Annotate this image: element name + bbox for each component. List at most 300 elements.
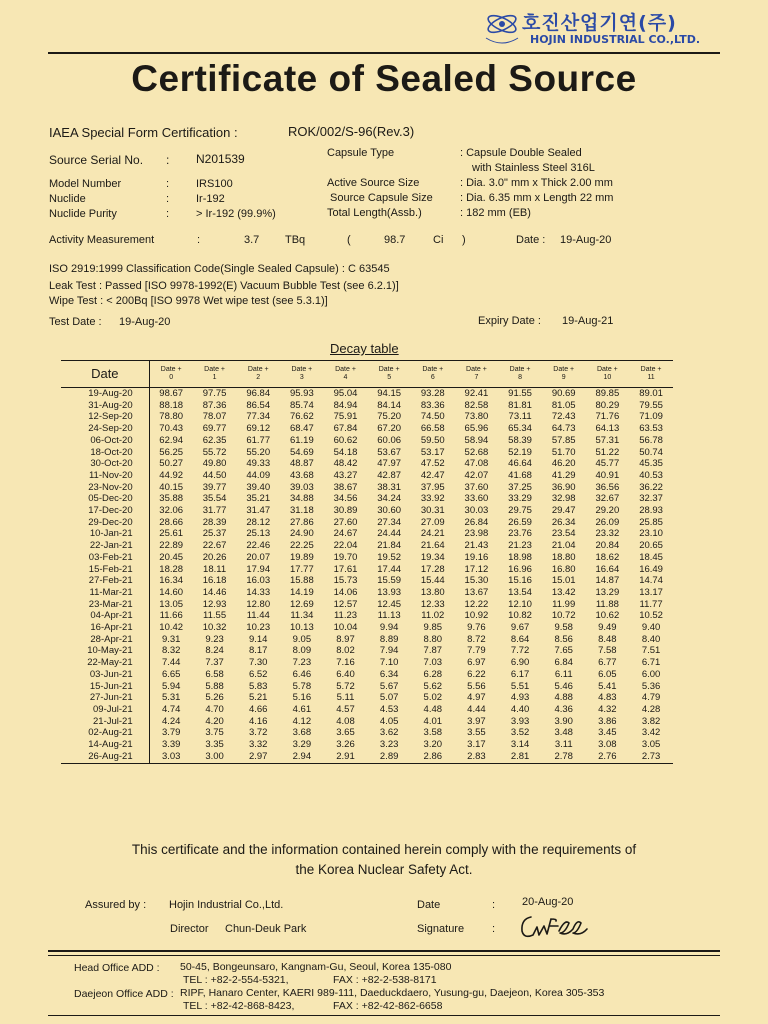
decay-value-cell: 11.88 — [595, 598, 619, 610]
decay-value-cell: 5.02 — [423, 692, 443, 704]
decay-value-cell: 6.11 — [554, 668, 573, 680]
decay-value-cell: 43.68 — [289, 469, 314, 481]
decay-offset-header — [586, 361, 630, 388]
decay-value-cell: 6.05 — [598, 668, 617, 680]
compliance-line-2: the Korea Nuclear Safety Act. — [295, 862, 473, 877]
decay-value-cell: 2.97 — [236, 751, 280, 763]
decay-value-cell: 5.07 — [379, 692, 399, 704]
iaea-value: ROK/002/S-96(Rev.3) — [288, 124, 415, 139]
table-row — [61, 400, 673, 412]
decay-value-cell: 82.58 — [464, 399, 489, 411]
decay-value-cell: 30.89 — [333, 505, 358, 517]
decay-value-cell: 36.22 — [639, 481, 663, 493]
test-date-value: 19-Aug-20 — [119, 316, 171, 328]
decay-value-cell: 20.07 — [246, 551, 271, 563]
decay-value-cell: 10.62 — [595, 610, 620, 622]
decay-value-cell: 69.12 — [246, 423, 271, 435]
decay-value-cell: 68.47 — [289, 423, 314, 435]
decay-row-date: 31-Aug-20 — [61, 400, 149, 412]
decay-value-cell: 33.92 — [420, 493, 445, 505]
decay-value-cell: 8.32 — [161, 645, 181, 657]
decay-value-cell: 6.77 — [598, 657, 617, 669]
decay-value-cell: 4.28 — [641, 703, 661, 715]
decay-value-cell: 3.65 — [336, 727, 355, 739]
decay-value-cell: 11.77 — [639, 598, 663, 610]
daejeon-office-fax: FAX : +82-42-862-6658 — [333, 1000, 443, 1012]
decay-value-cell: 3.35 — [205, 739, 224, 751]
decay-offset-header — [280, 361, 324, 388]
decay-value-cell: 5.67 — [379, 680, 399, 692]
decay-value-cell: 79.55 — [639, 399, 663, 411]
decay-value-cell: 3.05 — [641, 739, 661, 751]
decay-row-date: 02-Aug-21 — [61, 727, 149, 739]
decay-value-cell: 18.80 — [551, 551, 576, 563]
decay-value-cell: 52.68 — [464, 446, 489, 458]
decay-value-cell: 8.72 — [467, 633, 486, 645]
company-english-name: HOJIN INDUSTRIAL CO.,LTD. — [530, 33, 701, 46]
decay-value-cell: 5.78 — [292, 680, 312, 692]
table-row — [61, 505, 673, 517]
decay-value-cell: 3.45 — [598, 727, 617, 739]
decay-value-cell: 3.79 — [161, 727, 181, 739]
decay-value-cell: 63.53 — [639, 423, 663, 435]
assured-value: Hojin Industrial Co.,Ltd. — [169, 899, 284, 911]
decay-value-cell: 17.61 — [333, 563, 358, 575]
decay-value-cell: 20.84 — [595, 540, 620, 552]
decay-value-cell: 23.54 — [551, 528, 576, 540]
decay-value-cell: 56.25 — [159, 446, 184, 458]
decay-value-cell: 6.00 — [641, 668, 661, 680]
decay-value-cell: 16.34 — [159, 575, 184, 587]
decay-value-cell: 43.27 — [333, 469, 358, 481]
decay-value-cell: 21.23 — [508, 540, 532, 552]
decay-value-cell: 14.33 — [246, 586, 271, 598]
decay-table-body — [61, 388, 673, 764]
table-row — [61, 727, 673, 739]
decay-value-cell: 12.57 — [333, 598, 358, 610]
decay-value-cell: 70.43 — [159, 423, 184, 435]
decay-value-cell: 28.93 — [639, 505, 663, 517]
decay-value-cell: 17.77 — [289, 563, 314, 575]
decay-value-cell: 2.94 — [280, 751, 324, 763]
decay-value-cell: 18.62 — [595, 551, 620, 563]
decay-value-cell: 7.51 — [641, 645, 661, 657]
decay-value-cell: 95.04 — [333, 388, 358, 399]
table-row — [61, 493, 673, 505]
atom-logo-icon — [482, 8, 522, 48]
activity-date-label: Date : — [516, 234, 546, 246]
decay-offset-prefix: Date + — [422, 365, 444, 373]
decay-value-cell: 27.09 — [420, 516, 445, 528]
decay-value-cell: 5.56 — [467, 680, 486, 692]
decay-value-cell: 15.01 — [551, 575, 576, 587]
decay-value-cell: 47.08 — [464, 458, 489, 470]
decay-value-cell: 95.93 — [289, 388, 314, 399]
decay-value-cell: 23.98 — [464, 528, 489, 540]
decay-row-date: 10-Jan-21 — [61, 528, 149, 540]
decay-value-cell: 18.98 — [508, 551, 532, 563]
total-length-label: Total Length(Assb.) — [327, 207, 422, 219]
decay-value-cell: 6.34 — [379, 668, 399, 680]
decay-value-cell: 27.60 — [333, 516, 358, 528]
decay-offset-header — [498, 361, 542, 388]
decay-value-cell: 22.46 — [246, 540, 271, 552]
decay-row-date: 21-Jul-21 — [61, 716, 149, 728]
decay-value-cell: 47.97 — [377, 458, 402, 470]
decay-value-cell: 6.71 — [641, 657, 661, 669]
serial-label: Source Serial No. — [49, 153, 144, 167]
decay-value-cell: 74.50 — [420, 411, 445, 423]
decay-value-cell: 39.77 — [202, 481, 227, 493]
decay-value-cell: 3.00 — [193, 751, 237, 763]
decay-value-cell: 87.36 — [202, 399, 227, 411]
decay-value-cell: 4.20 — [205, 715, 224, 727]
leak-test: Leak Test : Passed [ISO 9978-1992(E) Vacuum Bubble Test (see 6.2.1)] — [49, 280, 399, 292]
decay-value-cell: 6.22 — [467, 668, 486, 680]
decay-value-cell: 5.26 — [205, 692, 224, 704]
decay-value-cell: 58.39 — [508, 434, 532, 446]
decay-value-cell: 4.70 — [205, 703, 224, 715]
decay-value-cell: 5.46 — [554, 680, 573, 692]
activity-colon: : — [197, 234, 201, 246]
decay-value-cell: 6.52 — [248, 668, 268, 680]
table-row — [61, 564, 673, 576]
decay-value-cell: 9.05 — [292, 633, 312, 645]
decay-value-cell: 55.72 — [202, 446, 227, 458]
decay-value-cell: 2.73 — [629, 751, 673, 763]
decay-value-cell: 38.31 — [377, 481, 402, 493]
decay-value-cell: 13.29 — [595, 586, 620, 598]
table-row — [61, 704, 673, 716]
decay-value-cell: 5.62 — [423, 680, 443, 692]
decay-value-cell: 25.13 — [246, 528, 271, 540]
decay-value-cell: 9.76 — [467, 622, 486, 634]
decay-value-cell: 71.09 — [639, 411, 663, 423]
decay-value-cell: 23.10 — [639, 528, 663, 540]
decay-value-cell: 54.18 — [333, 446, 358, 458]
decay-row-date: 23-Mar-21 — [61, 599, 149, 611]
decay-value-cell: 12.45 — [377, 598, 402, 610]
decay-value-cell: 8.97 — [336, 633, 355, 645]
decay-value-cell: 3.20 — [423, 739, 443, 751]
decay-value-cell: 15.30 — [464, 575, 489, 587]
decay-value-cell: 24.44 — [377, 528, 402, 540]
sign-date-label: Date — [417, 899, 441, 911]
active-size-value: : Dia. 3.0" mm x Thick 2.00 mm — [460, 177, 613, 189]
decay-value-cell: 3.86 — [598, 715, 617, 727]
decay-value-cell: 4.24 — [161, 715, 181, 727]
decay-value-cell: 4.40 — [510, 703, 530, 715]
decay-value-cell: 62.35 — [202, 434, 227, 446]
decay-value-cell: 42.07 — [464, 469, 489, 481]
decay-value-cell: 5.16 — [292, 692, 312, 704]
decay-value-cell: 49.80 — [202, 458, 227, 470]
model-value: IRS100 — [196, 178, 233, 190]
decay-value-cell: 13.42 — [551, 586, 576, 598]
decay-value-cell: 80.29 — [595, 399, 620, 411]
table-row — [61, 447, 673, 459]
decay-value-cell: 35.88 — [159, 493, 184, 505]
decay-value-cell: 21.84 — [377, 540, 402, 552]
decay-value-cell: 14.06 — [333, 586, 358, 598]
decay-value-cell: 5.41 — [598, 680, 617, 692]
wipe-test: Wipe Test : < 200Bq [ISO 9978 Wet wipe test (see 5.3.1)] — [49, 295, 328, 307]
decay-value-cell: 32.06 — [159, 505, 184, 517]
table-row — [61, 716, 673, 728]
decay-value-cell: 15.16 — [508, 575, 532, 587]
decay-value-cell: 69.77 — [202, 423, 227, 435]
decay-offset-number: 5 — [387, 374, 392, 381]
capsule-type-value-2: with Stainless Steel 316L — [472, 162, 595, 174]
decay-value-cell: 25.37 — [202, 528, 227, 540]
decay-value-cell: 34.88 — [289, 493, 314, 505]
decay-value-cell: 11.99 — [552, 598, 576, 610]
table-row — [61, 692, 673, 704]
decay-row-date: 28-Apr-21 — [61, 634, 149, 646]
decay-row-date: 29-Dec-20 — [61, 517, 149, 529]
purity-value: > Ir-192 (99.9%) — [196, 208, 276, 220]
table-row — [61, 669, 673, 681]
decay-value-cell: 26.84 — [464, 516, 489, 528]
assured-label: Assured by : — [85, 899, 147, 911]
decay-value-cell: 4.16 — [248, 715, 268, 727]
decay-value-cell: 11.34 — [290, 610, 314, 622]
decay-value-cell: 3.90 — [554, 715, 573, 727]
decay-value-cell: 11.44 — [246, 610, 270, 622]
decay-value-cell: 7.10 — [379, 657, 399, 669]
decay-value-cell: 10.42 — [159, 622, 184, 634]
activity-tbq-value: 3.7 — [244, 234, 260, 246]
decay-value-cell: 26.09 — [595, 516, 620, 528]
table-row — [61, 634, 673, 646]
decay-value-cell: 24.90 — [289, 528, 314, 540]
decay-value-cell: 60.06 — [377, 434, 402, 446]
decay-value-cell: 5.94 — [161, 680, 181, 692]
decay-value-cell: 32.67 — [595, 493, 620, 505]
decay-value-cell: 37.95 — [420, 481, 445, 493]
decay-value-cell: 3.72 — [248, 727, 268, 739]
decay-value-cell: 4.61 — [292, 703, 312, 715]
decay-value-cell: 32.98 — [551, 493, 576, 505]
iso-classification: ISO 2919:1999 Classification Code(Single Sealed Capsule) : C 63545 — [49, 263, 390, 275]
nuclide-value: Ir-192 — [196, 193, 225, 205]
decay-value-cell: 12.80 — [246, 598, 271, 610]
decay-value-cell: 19.34 — [420, 551, 445, 563]
decay-row-date: 12-Sep-20 — [61, 411, 149, 423]
table-row — [61, 751, 673, 763]
decay-value-cell: 29.75 — [508, 505, 532, 517]
decay-value-cell: 25.61 — [159, 528, 184, 540]
decay-value-cell: 6.90 — [510, 657, 530, 669]
decay-value-cell: 10.32 — [202, 622, 227, 634]
decay-value-cell: 12.69 — [289, 598, 314, 610]
decay-value-cell: 54.69 — [289, 446, 314, 458]
decay-value-cell: 58.94 — [464, 434, 489, 446]
decay-value-cell: 4.79 — [641, 692, 661, 704]
activity-open-paren: ( — [347, 234, 351, 246]
decay-value-cell: 67.84 — [333, 423, 358, 435]
decay-value-cell: 3.62 — [379, 727, 399, 739]
model-label: Model Number — [49, 178, 122, 190]
decay-value-cell: 40.91 — [595, 469, 620, 481]
decay-value-cell: 66.58 — [420, 423, 445, 435]
decay-value-cell: 4.53 — [379, 703, 399, 715]
decay-value-cell: 7.72 — [510, 645, 530, 657]
decay-row-date: 09-Jul-21 — [61, 704, 149, 716]
decay-value-cell: 9.58 — [554, 622, 573, 634]
decay-value-cell: 40.53 — [639, 469, 663, 481]
decay-value-cell: 40.15 — [159, 481, 184, 493]
decay-value-cell: 45.35 — [639, 458, 663, 470]
decay-value-cell: 89.01 — [639, 388, 663, 399]
decay-value-cell: 3.14 — [510, 739, 530, 751]
decay-value-cell: 9.14 — [248, 633, 268, 645]
decay-value-cell: 8.64 — [510, 633, 530, 645]
table-row — [61, 435, 673, 447]
decay-value-cell: 8.24 — [205, 645, 224, 657]
decay-row-date: 11-Nov-20 — [61, 470, 149, 482]
decay-value-cell: 39.40 — [246, 481, 271, 493]
decay-value-cell: 11.66 — [159, 610, 183, 622]
table-row — [61, 552, 673, 564]
decay-value-cell: 52.19 — [508, 446, 532, 458]
decay-offset-header — [324, 361, 368, 388]
decay-value-cell: 3.68 — [292, 727, 312, 739]
decay-value-cell: 3.42 — [641, 727, 661, 739]
decay-value-cell: 84.14 — [377, 399, 402, 411]
decay-value-cell: 4.83 — [598, 692, 617, 704]
decay-value-cell: 12.10 — [508, 598, 532, 610]
decay-offset-header — [629, 361, 673, 388]
decay-row-date: 22-May-21 — [61, 657, 149, 669]
table-row — [61, 575, 673, 587]
decay-value-cell: 3.32 — [248, 739, 268, 751]
decay-value-cell: 75.20 — [377, 411, 402, 423]
decay-value-cell: 7.44 — [161, 657, 181, 669]
decay-value-cell: 85.74 — [289, 399, 314, 411]
table-row — [61, 681, 673, 693]
decay-value-cell: 7.65 — [554, 645, 573, 657]
decay-value-cell: 22.67 — [202, 540, 227, 552]
signature-label: Signature — [417, 923, 465, 935]
decay-value-cell: 7.03 — [423, 657, 443, 669]
decay-value-cell: 93.28 — [420, 388, 445, 399]
decay-value-cell: 3.52 — [510, 727, 530, 739]
decay-value-cell: 5.83 — [248, 680, 268, 692]
decay-value-cell: 13.17 — [639, 586, 663, 598]
decay-value-cell: 31.18 — [289, 505, 314, 517]
decay-offset-header — [193, 361, 237, 388]
decay-value-cell: 33.60 — [464, 493, 489, 505]
decay-value-cell: 16.18 — [202, 575, 227, 587]
decay-value-cell: 19.70 — [333, 551, 358, 563]
decay-value-cell: 83.36 — [420, 399, 445, 411]
head-office-fax: FAX : +82-2-538-8171 — [333, 974, 437, 986]
decay-offset-number: 8 — [518, 374, 523, 381]
decay-value-cell: 56.78 — [639, 434, 663, 446]
daejeon-office-label: Daejeon Office ADD : — [74, 988, 174, 1000]
decay-offset-header — [367, 361, 411, 388]
decay-value-cell: 3.97 — [467, 715, 486, 727]
decay-value-cell: 26.59 — [508, 516, 532, 528]
decay-value-cell: 76.62 — [289, 411, 314, 423]
decay-value-cell: 36.90 — [551, 481, 576, 493]
decay-value-cell: 2.89 — [367, 751, 411, 763]
decay-value-cell: 73.11 — [508, 411, 532, 423]
decay-row-date: 18-Oct-20 — [61, 447, 149, 459]
decay-value-cell: 30.60 — [377, 505, 402, 517]
decay-value-cell: 37.25 — [508, 481, 532, 493]
decay-value-cell: 51.70 — [551, 446, 576, 458]
decay-value-cell: 39.03 — [289, 481, 314, 493]
decay-row-date: 15-Jun-21 — [61, 681, 149, 693]
daejeon-office-address: RIPF, Hanaro Center, KAERI 989-111, Daeduckdaero, Yusung-gu, Daejeon, Korea 305-353 — [180, 987, 605, 999]
decay-value-cell: 6.65 — [161, 668, 181, 680]
decay-value-cell: 17.94 — [246, 563, 271, 575]
decay-value-cell: 19.52 — [377, 551, 402, 563]
company-korean-name: 호진산업기연(주) — [522, 12, 677, 34]
decay-value-cell: 7.37 — [205, 657, 224, 669]
decay-value-cell: 6.17 — [510, 668, 530, 680]
decay-value-cell: 9.94 — [379, 622, 399, 634]
decay-offset-number: 0 — [169, 374, 174, 381]
decay-value-cell: 5.72 — [336, 680, 355, 692]
decay-offset-prefix: Date + — [160, 365, 182, 373]
decay-value-cell: 2.91 — [324, 751, 368, 763]
decay-value-cell: 4.97 — [467, 692, 486, 704]
decay-value-cell: 7.87 — [423, 645, 443, 657]
decay-row-date: 03-Jun-21 — [61, 669, 149, 681]
decay-value-cell: 5.36 — [641, 680, 661, 692]
decay-value-cell: 11.23 — [333, 610, 358, 622]
decay-value-cell: 88.18 — [159, 399, 184, 411]
decay-value-cell: 10.72 — [551, 610, 576, 622]
decay-value-cell: 11.02 — [421, 610, 445, 622]
decay-table-header — [61, 361, 673, 388]
decay-value-cell: 17.44 — [377, 563, 402, 575]
decay-value-cell: 41.68 — [508, 469, 532, 481]
decay-value-cell: 8.89 — [379, 633, 399, 645]
decay-value-cell: 6.40 — [336, 668, 355, 680]
decay-value-cell: 21.64 — [420, 540, 445, 552]
decay-value-cell: 10.23 — [246, 622, 271, 634]
decay-value-cell: 7.30 — [248, 657, 268, 669]
handwritten-signature — [517, 905, 593, 945]
decay-value-cell: 8.80 — [423, 633, 443, 645]
decay-value-cell: 22.04 — [333, 540, 358, 552]
serial-colon: : — [166, 153, 170, 167]
decay-row-date: 04-Apr-21 — [61, 610, 149, 622]
decay-value-cell: 98.67 — [159, 388, 184, 399]
decay-value-cell: 49.33 — [246, 458, 271, 470]
table-row — [61, 540, 673, 552]
decay-value-cell: 47.52 — [420, 458, 445, 470]
decay-value-cell: 3.55 — [467, 727, 486, 739]
table-row — [61, 587, 673, 599]
decay-value-cell: 4.88 — [554, 692, 573, 704]
decay-row-date: 11-Mar-21 — [61, 587, 149, 599]
decay-value-cell: 5.31 — [161, 692, 181, 704]
decay-value-cell: 28.39 — [202, 516, 227, 528]
decay-value-cell: 31.77 — [202, 505, 227, 517]
decay-value-cell: 6.84 — [554, 657, 573, 669]
decay-offset-number: 7 — [474, 374, 479, 381]
decay-value-cell: 33.29 — [508, 493, 532, 505]
decay-table-title: Decay table — [330, 341, 399, 356]
decay-value-cell: 46.64 — [508, 458, 532, 470]
decay-offset-prefix: Date + — [509, 365, 531, 373]
decay-value-cell: 37.60 — [464, 481, 489, 493]
